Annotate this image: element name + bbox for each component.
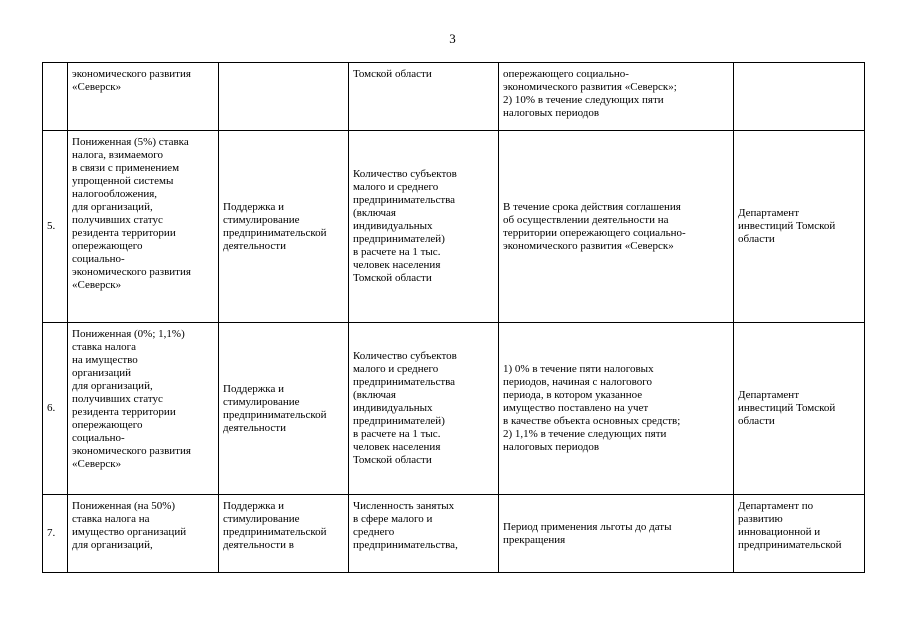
benefit-name-cell: Пониженная (на 50%) ставка налога на имущество организаций для организаций, [68, 495, 219, 573]
goal-cell: Поддержка и стимулирование предпринимательской деятельности [219, 323, 349, 495]
indicator-cell: Количество субъектов малого и среднего предпринимательства (включая индивидуальных предпринимателей) в расчете на 1 тыс. человек населения Томской области [349, 323, 499, 495]
term-cell: Период применения льготы до даты прекращения [499, 495, 734, 573]
row-number-cell: 6. [43, 323, 68, 495]
indicator-cell: Численность занятых в сфере малого и среднего предпринимательства, [349, 495, 499, 573]
term-cell: 1) 0% в течение пяти налоговых периодов, начиная с налогового периода, в котором указанное имущество поставлено на учет в качестве объекта основных средств; 2) 1,1% в течение следующих пяти налоговых периодов [499, 323, 734, 495]
responsible-cell: Департамент инвестиций Томской области [734, 323, 865, 495]
row-number-cell: 7. [43, 495, 68, 573]
benefit-name-cell: экономического развития «Северск» [68, 63, 219, 131]
goal-cell: Поддержка и стимулирование предпринимательской деятельности в [219, 495, 349, 573]
responsible-cell: Департамент по развитию инновационной и предпринимательской [734, 495, 865, 573]
table-row [43, 63, 865, 131]
row-number-cell: 5. [43, 131, 68, 323]
responsible-cell: Департамент инвестиций Томской области [734, 131, 865, 323]
term-cell: опережающего социально- экономического развития «Северск»; 2) 10% в течение следующих пяти налоговых периодов [499, 63, 734, 131]
responsible-cell [734, 63, 865, 131]
benefit-name-cell: Пониженная (0%; 1,1%) ставка налога на имущество организаций для организаций, получивших статус резидента территории опережающего социально- экономического развития «Северск» [68, 323, 219, 495]
benefits-table [42, 62, 865, 573]
table-row [43, 495, 865, 573]
indicator-cell: Количество субъектов малого и среднего предпринимательства (включая индивидуальных предпринимателей) в расчете на 1 тыс. человек населения Томской области [349, 131, 499, 323]
goal-cell: Поддержка и стимулирование предпринимательской деятельности [219, 131, 349, 323]
table-row [43, 131, 865, 323]
indicator-cell: Томской области [349, 63, 499, 131]
page-number: 3 [449, 31, 456, 46]
benefit-name-cell: Пониженная (5%) ставка налога, взимаемого в связи с применением упрощенной системы налогообложения, для организаций, получивших статус резидента территории опережающего социально- экономического развития «Северск» [68, 131, 219, 323]
row-number-cell [43, 63, 68, 131]
goal-cell [219, 63, 349, 131]
term-cell: В течение срока действия соглашения об осуществлении деятельности на территории опережающего социально- экономического развития «Северск» [499, 131, 734, 323]
table-row [43, 323, 865, 495]
